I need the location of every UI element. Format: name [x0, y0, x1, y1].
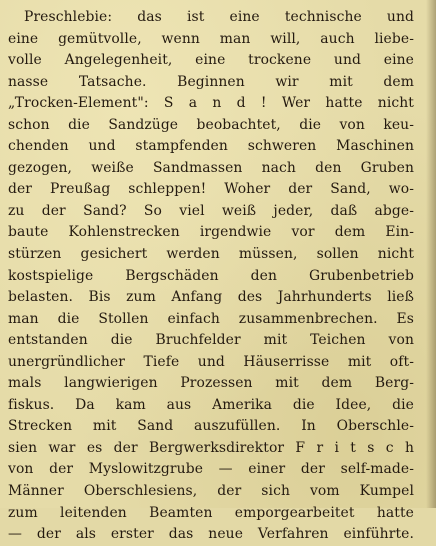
text-line: volle Angelegenheit, eine trockene und eine: [8, 52, 414, 69]
text-line: zu der Sand? So viel weiß jeder, daß abge-: [8, 202, 414, 219]
text-line: Männer Oberschlesiens, der sich vom Kumpel: [8, 483, 414, 500]
text-line: gezogen, weiße Sandmassen nach den Gruben: [8, 159, 414, 176]
text-line: Strecken mit Sand auszufüllen. In Oberschle-: [8, 418, 414, 435]
text-line: eine gemütvolle, wenn man will, auch liebe-: [8, 30, 414, 47]
text-line: Preschlebie: das ist eine technische und: [24, 9, 414, 25]
text-line: man die Stollen einfach zusammenbrechen. Es: [8, 310, 414, 327]
text-line: sien war es der Bergwerksdirektor F r i t s c h: [8, 439, 414, 456]
text-line: stürzen gesichert werden müssen, sollen nicht: [8, 246, 414, 263]
text-line: belasten. Bis zum Anfang des Jahrhunderts ließ: [8, 289, 414, 306]
text-line: nasse Tatsache. Beginnen wir mit dem: [8, 73, 414, 90]
text-line: unergründlicher Tiefe und Häuserrisse mit oft-: [8, 353, 414, 370]
text-line: schon die Sandzüge beobachtet, die von keu-: [8, 116, 414, 133]
article-text-column: [8, 7, 414, 546]
text-line: — der als erster das neue Verfahren einführte.: [8, 526, 414, 543]
text-line: chenden und stampfenden schweren Maschinen: [8, 138, 414, 155]
text-line: „Trocken-Element": S a n d ! Wer hatte nicht: [8, 95, 414, 112]
text-line: von der Myslowitzgrube — einer der self-made-: [8, 461, 414, 478]
page-edge-shadow: [426, 0, 436, 508]
text-line: fiskus. Da kam aus Amerika die Idee, die: [8, 396, 414, 413]
text-line: mals langwierigen Prozessen mit dem Berg-: [8, 375, 414, 392]
text-line: der Preußag schleppen! Woher der Sand, wo-: [8, 181, 414, 198]
text-line: zum leitenden Beamten emporgearbeitet hatte: [8, 504, 414, 521]
text-line: entstanden die Bruchfelder mit Teichen von: [8, 332, 414, 349]
text-line: kostspielige Bergschäden den Grubenbetrieb: [8, 267, 414, 284]
text-line: baute Kohlenstrecken irgendwie vor dem Ein-: [8, 224, 414, 241]
